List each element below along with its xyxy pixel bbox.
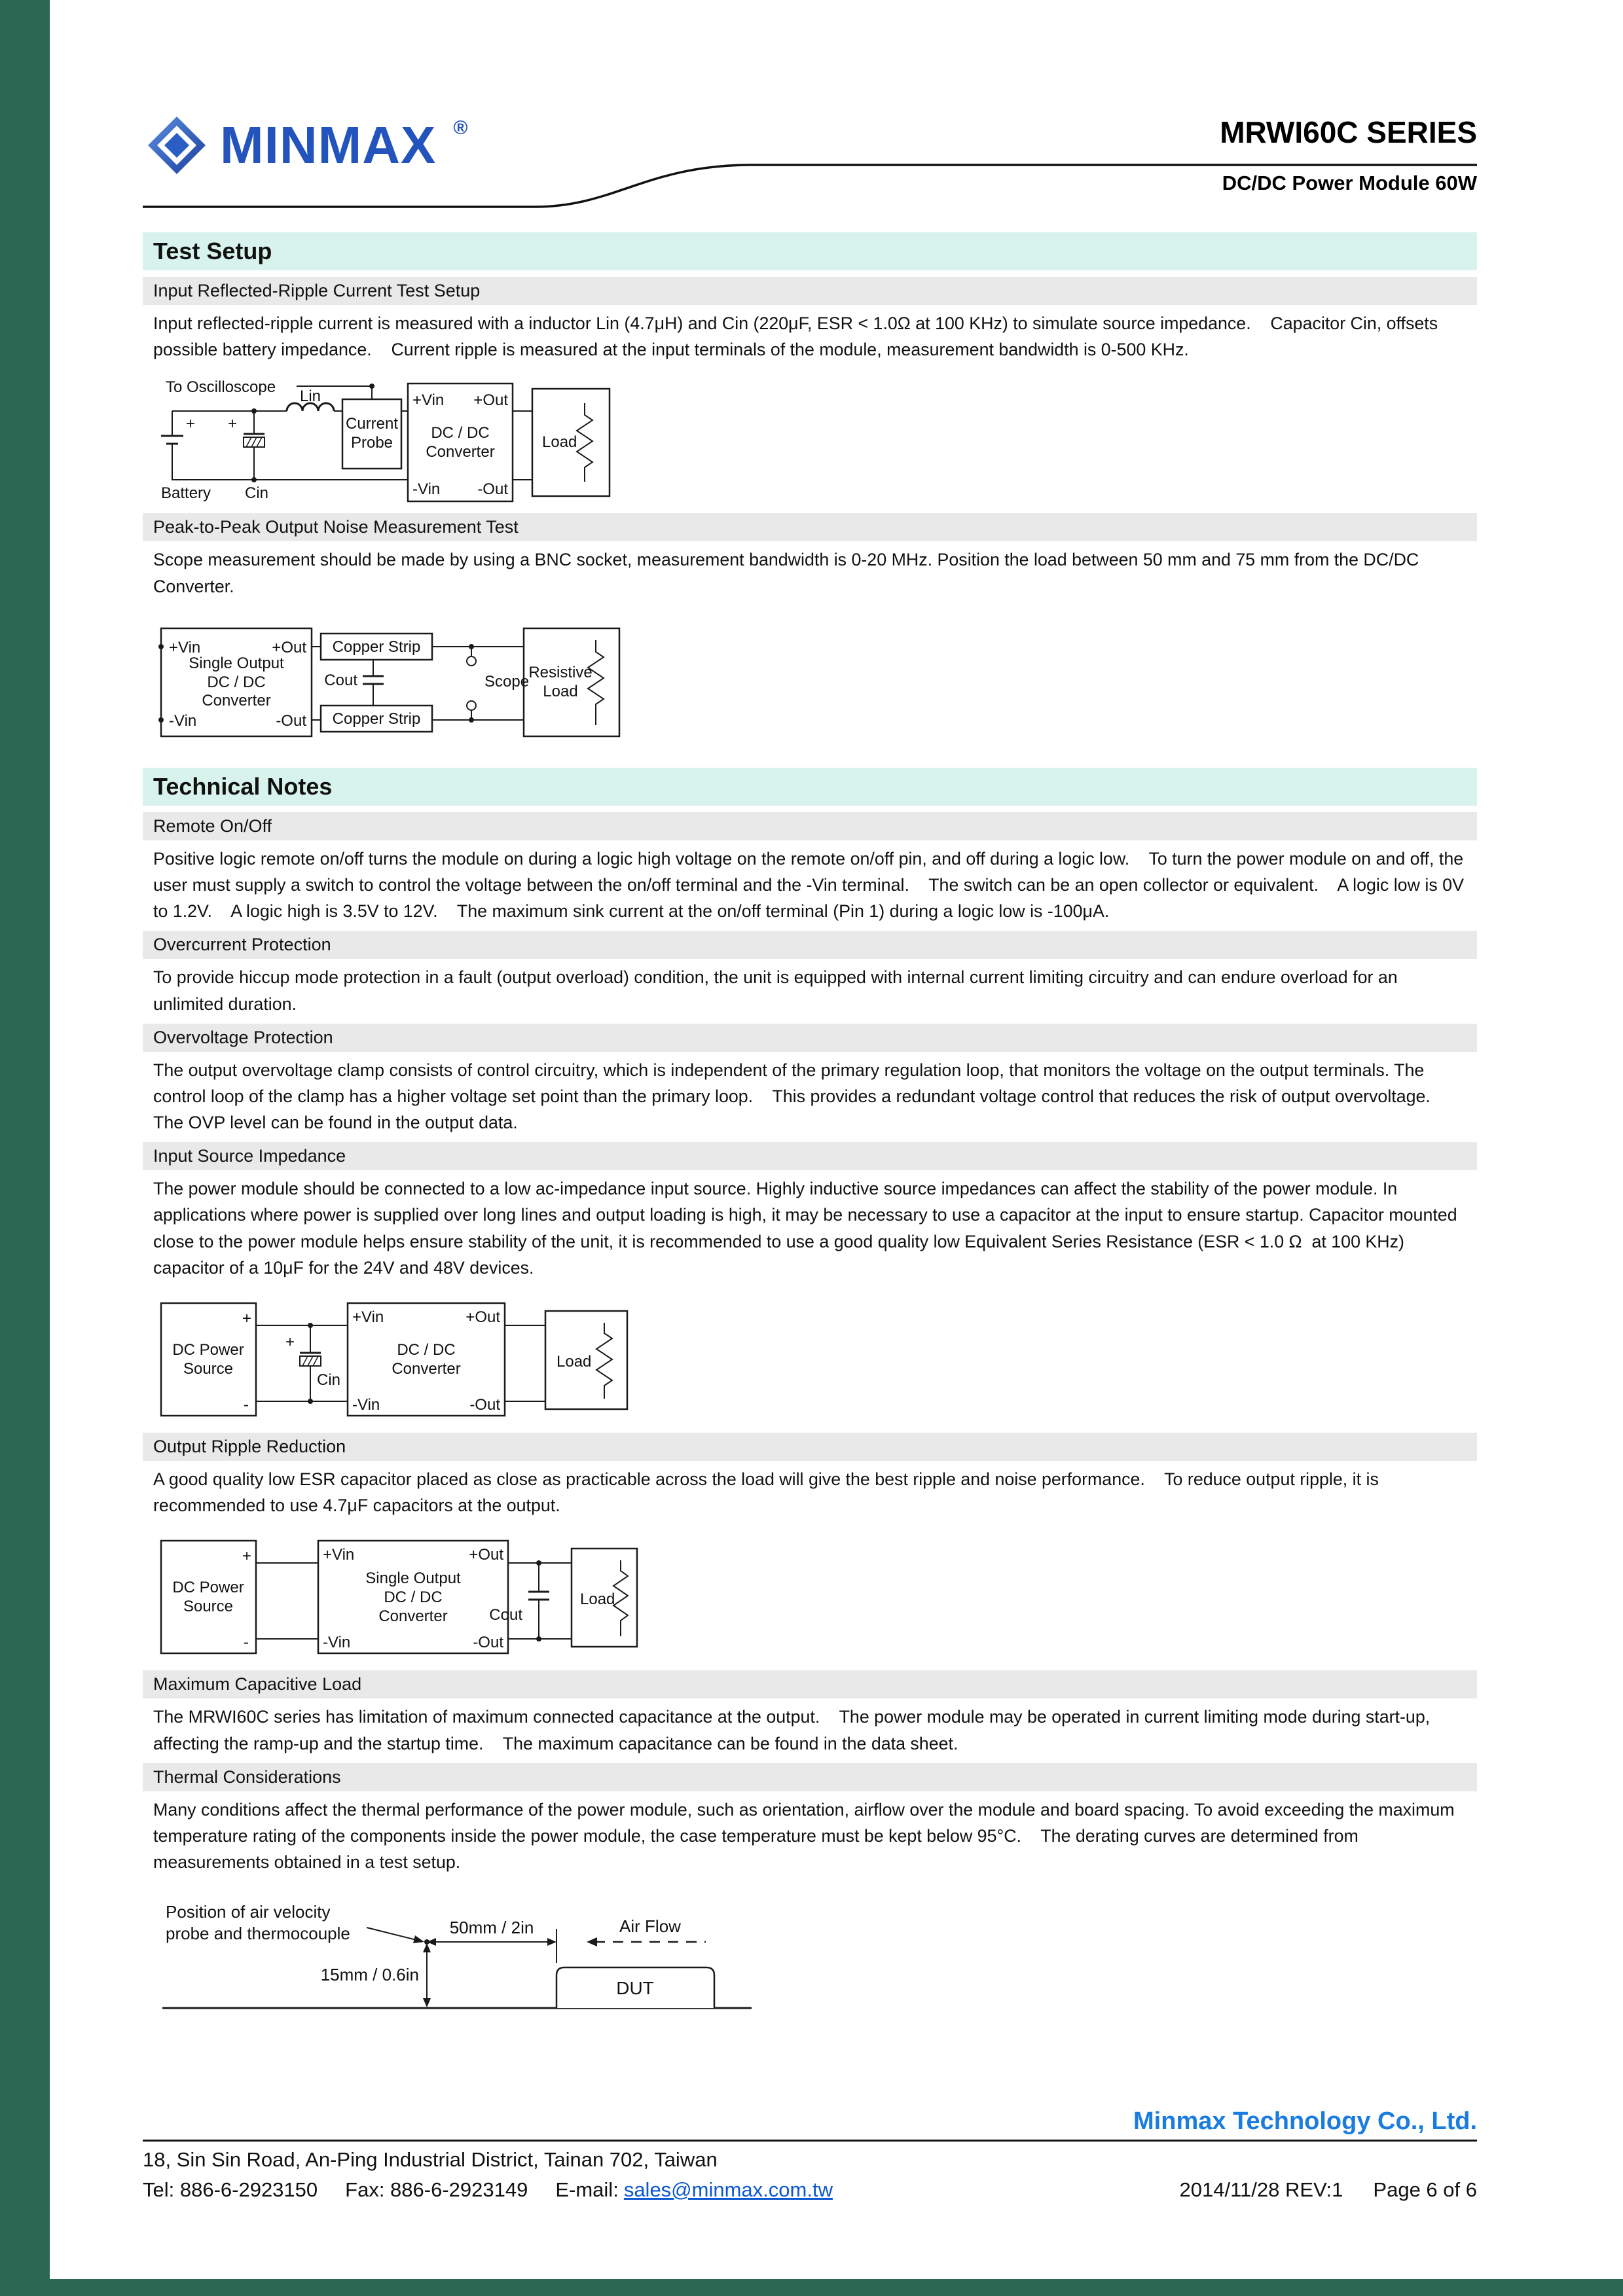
label-vin-neg: -Vin xyxy=(169,711,197,730)
registered-mark: ® xyxy=(453,117,468,139)
junction-dot xyxy=(469,644,474,649)
label-vin-neg: -Vin xyxy=(352,1396,380,1414)
label-vin-pos: +Vin xyxy=(169,638,201,656)
terminal-dot xyxy=(158,644,164,649)
label-probe-position: Position of air velocity probe and thermocouple xyxy=(166,1902,350,1943)
footer-email-label: E-mail: xyxy=(555,2178,619,2201)
subheading-thermal: Thermal Considerations xyxy=(143,1763,1477,1791)
subheading-remote-on-off: Remote On/Off xyxy=(143,812,1477,840)
label-out-pos: +Out xyxy=(465,1308,500,1326)
label-source-minus: - xyxy=(244,1396,249,1414)
footer-tel: Tel: 886-6-2923150 xyxy=(143,2178,318,2201)
pointer-arrowhead xyxy=(413,1935,424,1943)
page-header xyxy=(143,0,1477,232)
label-cout: Cout xyxy=(324,671,357,689)
label-vin-pos: +Vin xyxy=(352,1308,384,1326)
label-current-probe: Current Probe xyxy=(345,415,399,452)
label-cin-plus: + xyxy=(285,1333,295,1351)
output-ripple-reduction-diagram xyxy=(156,1533,640,1664)
subheading-max-capacitive: Maximum Capacitive Load xyxy=(143,1670,1477,1698)
product-subtitle: DC/DC Power Module 60W xyxy=(1222,171,1477,194)
footer-contact xyxy=(143,2178,833,2202)
scope-probe-circle xyxy=(467,701,476,710)
input-ripple-test-circuit-diagram xyxy=(156,377,611,507)
paragraph-thermal: Many conditions affect the thermal performance of the power module, such as orientation, airflow over the module and board spacing. To avoid exceeding the maximum temperature rating of the components inside the power module, the case temperature must be kept below 95°C. The derating curves are determined from measurements obtained in a test setup. xyxy=(153,1799,1460,1873)
junction-dot xyxy=(536,1560,541,1566)
label-dc-power-source: DC Power Source xyxy=(172,1579,244,1616)
label-air-flow: Air Flow xyxy=(619,1916,681,1937)
minmax-logo-icon xyxy=(147,115,207,175)
paragraph-remote-on-off: Positive logic remote on/off turns the module on during a logic high voltage on the remote on/off pin, and off during a logic low. To turn the power module on and off, the user must supply a switch to control the voltage between the on/off terminal and the -Vin terminal. The switch can be an open collector or equivalent. A logic low is 0V to 1.2V. A logic high is 3.5V to 12V. The maximum sink current at the on/off terminal (Pin 1) during a logic low is -100μA. xyxy=(153,848,1469,922)
paragraph-output-ripple: A good quality low ESR capacitor placed as close as practicable across the load will give the best ripple and noise performance. To reduce output ripple, it is recommended to use 4.7μF capacitors at the output. xyxy=(153,1469,1384,1516)
footer-divider xyxy=(143,2140,1477,2142)
dim-arrowhead-up xyxy=(423,1943,431,1952)
label-vin-neg: -Vin xyxy=(323,1634,351,1652)
section-test-setup: Test Setup xyxy=(143,232,1477,270)
label-vin-pos: +Vin xyxy=(412,391,445,410)
label-out-pos: +Out xyxy=(272,638,306,656)
label-scope: Scope xyxy=(484,672,530,691)
label-dim-50mm: 50mm / 2in xyxy=(449,1918,534,1938)
subheading-overvoltage: Overvoltage Protection xyxy=(143,1024,1477,1052)
paragraph-input-ripple: Input reflected-ripple current is measured with a inductor Lin (4.7μH) and Cin (220μF, ESR < 1.0Ω at 100 KHz) to simulate source impedance. Capacitor Cin, offsets possible battery impedance. Current ripple is measured at the input terminals of the module, measurement bandwidth is 0-500 KHz. xyxy=(153,314,1443,360)
label-dut: DUT xyxy=(616,1978,654,1999)
label-out-pos: +Out xyxy=(473,391,508,410)
label-load: Load xyxy=(580,1590,615,1609)
dim-arrowhead-down xyxy=(423,1998,431,2007)
label-lin: Lin xyxy=(299,387,321,406)
label-resistive-load: Resistive Load xyxy=(528,663,593,700)
label-converter: Single Output DC / DC Converter xyxy=(189,654,284,710)
input-source-impedance-diagram xyxy=(156,1295,637,1426)
label-out-neg: -Out xyxy=(477,480,508,499)
paragraph-max-capacitive: The MRWI60C series has limitation of maximum connected capacitance at the output. The power module may be operated in current limiting mode during start-up, affecting the ramp-up and the startup time. The maximum capacitance can be found in the data sheet. xyxy=(153,1707,1435,1753)
label-out-neg: -Out xyxy=(469,1396,500,1414)
label-cin: Cin xyxy=(317,1371,341,1389)
terminal-dot xyxy=(158,717,164,723)
junction-dot xyxy=(469,717,474,723)
junction-dot xyxy=(251,408,257,414)
subheading-input-ripple: Input Reflected-Ripple Current Test Setup xyxy=(143,277,1477,305)
footer-company-name: Minmax Technology Co., Ltd. xyxy=(1133,2108,1477,2135)
junction-dot xyxy=(308,1399,313,1404)
label-copper-strip-bottom: Copper Strip xyxy=(332,709,421,728)
label-out-neg: -Out xyxy=(276,711,306,730)
thermal-test-setup-diagram xyxy=(162,1899,752,2015)
label-to-oscilloscope: To Oscilloscope xyxy=(166,378,276,397)
page-footer xyxy=(143,2108,1477,2202)
label-cin-plus: + xyxy=(228,415,238,433)
dim-arrowhead-left xyxy=(427,1938,436,1946)
footer-fax: Fax: 886-6-2923149 xyxy=(345,2178,528,2201)
series-title: MRWI60C SERIES xyxy=(1220,115,1477,149)
label-cin: Cin xyxy=(245,484,269,503)
label-converter: DC / DC Converter xyxy=(426,424,495,461)
label-battery-plus: + xyxy=(186,415,196,433)
label-dc-power-source: DC Power Source xyxy=(172,1341,244,1378)
label-vin-neg: -Vin xyxy=(412,480,441,499)
footer-revision: 2014/11/28 REV:1 xyxy=(1179,2178,1343,2201)
pointer-line xyxy=(367,1928,416,1940)
label-copper-strip-top: Copper Strip xyxy=(332,637,421,656)
dim-arrowhead-right xyxy=(547,1938,556,1946)
junction-dot xyxy=(369,384,374,389)
output-noise-test-circuit-diagram xyxy=(156,614,624,748)
footer-email-link[interactable]: sales@minmax.com.tw xyxy=(623,2178,833,2201)
label-converter: DC / DC Converter xyxy=(392,1341,461,1378)
footer-page-number: Page 6 of 6 xyxy=(1373,2178,1477,2201)
label-source-minus: - xyxy=(244,1634,249,1652)
label-dim-15mm: 15mm / 0.6in xyxy=(320,1965,419,1985)
label-source-plus: + xyxy=(242,1547,252,1566)
label-source-plus: + xyxy=(242,1310,252,1327)
subheading-noise-test: Peak-to-Peak Output Noise Measurement Test xyxy=(143,513,1477,541)
footer-address: 18, Sin Sin Road, An-Ping Industrial District, Tainan 702, Taiwan xyxy=(143,2148,718,2171)
section-technical-notes: Technical Notes xyxy=(143,768,1477,806)
label-out-neg: -Out xyxy=(473,1634,503,1652)
left-accent-strip xyxy=(0,0,50,2296)
label-vin-pos: +Vin xyxy=(323,1546,355,1564)
label-cout: Cout xyxy=(489,1606,522,1624)
subheading-overcurrent: Overcurrent Protection xyxy=(143,931,1477,959)
label-converter: Single Output DC / DC Converter xyxy=(365,1570,461,1625)
label-load: Load xyxy=(556,1353,592,1371)
junction-dot xyxy=(536,1636,541,1641)
footer-revision-block xyxy=(1150,2178,1478,2202)
junction-dot xyxy=(308,1323,313,1328)
label-load: Load xyxy=(542,433,577,452)
paragraph-noise-test: Scope measurement should be made by using a BNC socket, measurement bandwidth is 0-20 MHz. Position the load between 50 mm and 75 mm from the DC/DC Converter. xyxy=(153,550,1424,596)
junction-dot xyxy=(251,477,257,482)
scope-probe-circle xyxy=(467,656,476,666)
paragraph-input-source: The power module should be connected to a low ac-impedance input source. Highly inductive source impedances can affect the stability of the power module. In applications where power is supplied over long lines and output loading is high, it may be necessary to use a capacitor at the input to ensure startup. Capacitor mounted close to the power module helps ensure stability of the unit, it is recommended to use a good quality low Equivalent Series Resistance (ESR < 1.0 Ω at 100 KHz) capacitor of a 10μF for the 24V and 48V devices. xyxy=(153,1179,1463,1278)
air-flow-arrowhead xyxy=(587,1937,597,1946)
minmax-logo xyxy=(147,115,468,175)
label-battery: Battery xyxy=(161,484,211,503)
page-content xyxy=(143,0,1477,2022)
subheading-output-ripple: Output Ripple Reduction xyxy=(143,1433,1477,1461)
paragraph-overvoltage: The output overvoltage clamp consists of control circuitry, which is independent of the primary regulation loop, that monitors the voltage on the output terminals. The control loop of the clamp has a higher voltage set point than the primary loop. This provides a redundant voltage control that reduces the risk of output overvoltage. The OVP level can be found in the output data. xyxy=(153,1060,1450,1133)
bottom-accent-strip xyxy=(0,2279,1623,2296)
subheading-input-source: Input Source Impedance xyxy=(143,1142,1477,1170)
logo-wordmark: MINMAX xyxy=(220,116,437,174)
label-out-pos: +Out xyxy=(469,1546,503,1564)
paragraph-overcurrent: To provide hiccup mode protection in a fault (output overload) condition, the unit is equipped with internal current limiting circuitry and can endure overload for an unlimited duration. xyxy=(153,967,1403,1014)
